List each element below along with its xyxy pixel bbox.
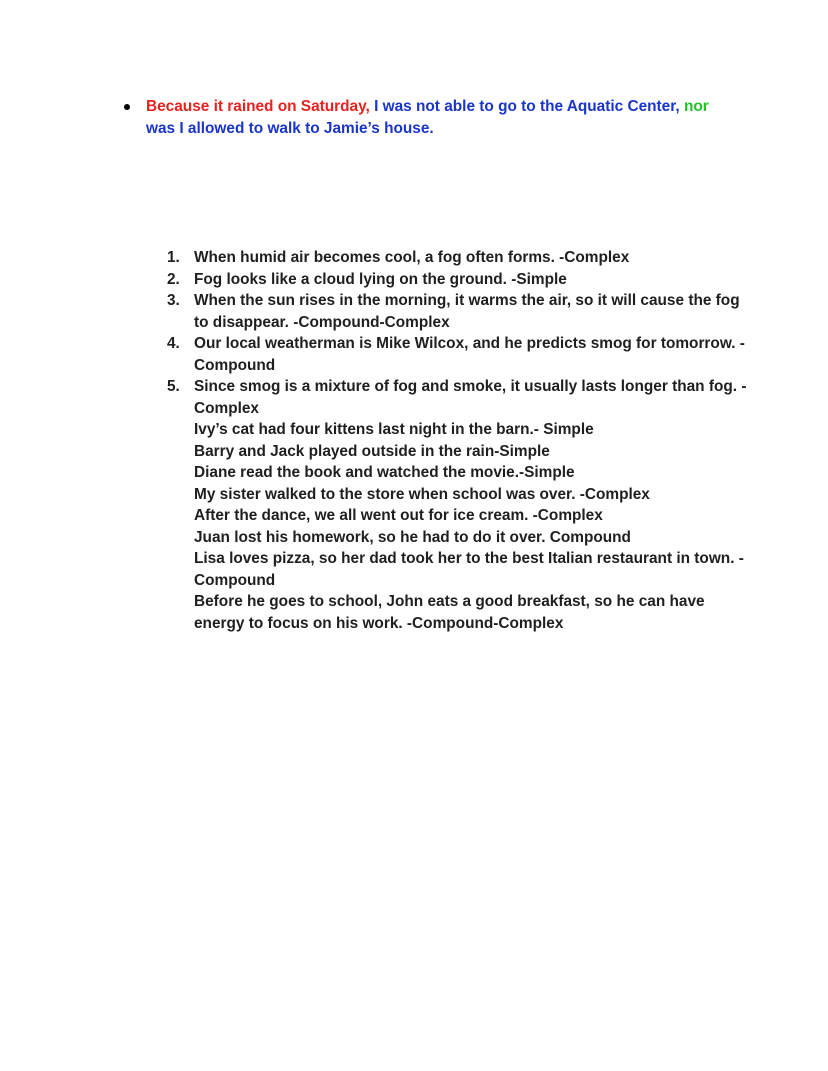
numbered-item [167, 269, 747, 291]
item-text: Fog looks like a cloud lying on the ground. -Simple [194, 270, 567, 288]
list-item: Juan lost his homework, so he had to do it over. Compound [194, 528, 631, 546]
numbered-item [167, 247, 747, 269]
item-number: 1. [167, 249, 180, 266]
item-text: Our local weatherman is Mike Wilcox, and he predicts smog for tomorrow. -Compound [194, 335, 745, 374]
bullet-item [122, 96, 742, 140]
numbered-sentence-list [167, 247, 747, 419]
bullet-dot-icon [124, 104, 130, 110]
list-item: After the dance, we all went out for ice cream. -Complex [194, 507, 603, 524]
item-text: Since smog is a mixture of fog and smoke, it usually lasts longer than fog. -Complex [194, 378, 747, 417]
numbered-item [167, 290, 747, 333]
list-item: Before he goes to school, John eats a good breakfast, so he can have energy to focus on his work. -Compound-Complex [194, 593, 705, 632]
bullet-block [122, 96, 742, 140]
item-number: 5. [167, 378, 180, 395]
bullet-segment-second-independent-clause: was I allowed to walk to Jamie’s house. [146, 98, 714, 137]
item-number: 3. [167, 292, 180, 309]
list-item: Ivy’s cat had four kittens last night in the barn.- Simple [194, 421, 594, 438]
numbered-item [167, 333, 747, 376]
numbered-item [167, 376, 747, 419]
bullet-text [146, 98, 713, 137]
list-item: My sister walked to the store when school was over. -Complex [194, 485, 650, 503]
item-number: 2. [167, 270, 180, 288]
list-item: Lisa loves pizza, so her dad took her to the best Italian restaurant in town. -Compound [194, 550, 744, 589]
item-text: When humid air becomes cool, a fog often forms. -Complex [194, 249, 630, 266]
bullet-segment-dependent-clause: Because it rained on Saturday, [146, 98, 370, 115]
list-item: Barry and Jack played outside in the rain-Simple [194, 442, 550, 460]
plain-sentence-list [194, 419, 754, 634]
bullet-segment-conjunction: nor [683, 98, 709, 115]
bullet-segment-first-independent-clause: I was not able to go to the Aquatic Center, [369, 98, 684, 115]
list-item: Diane read the book and watched the movie.-Simple [194, 464, 575, 481]
item-text: When the sun rises in the morning, it warms the air, so it will cause the fog to disappear. -Compound-Complex [194, 292, 740, 331]
item-number: 4. [167, 335, 180, 352]
